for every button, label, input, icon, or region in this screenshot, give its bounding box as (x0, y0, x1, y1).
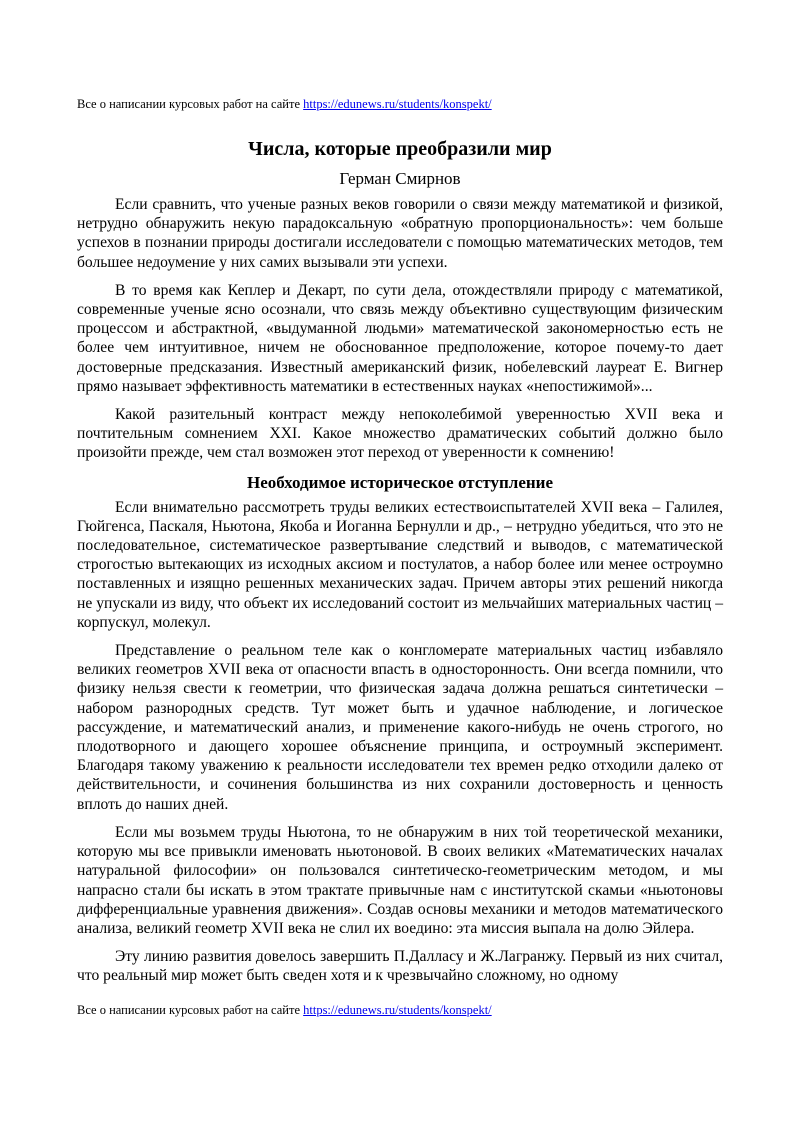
paragraph: Какой разительный контраст между непоколебимой уверенностью XVII века и почтительным сомнением XXI. Какое множество драматических событий должно было произойти прежде, чем стал возможен этот переход от уверенности к сомнению! (77, 406, 723, 462)
paragraph: Если мы возьмем труды Ньютона, то не обнаружим в них той теоретической механики, которую мы все привыкли именовать ньютоновой. В своих великих «Математических началах натуральной философии» он пользовался синтетическо-геометрическим методом, и мы напрасно стали бы искать в этом трактате привычные нам с институтской скамьи «ньютоновы дифференциальные уравнения движения». Создав основы механики и методов математического анализа, великий геометр XVII века не слил их воедино: эта миссия выпала на долю Эйлера. (77, 823, 723, 937)
header-note-text: Все о написании курсовых работ на сайте (77, 97, 304, 111)
paragraph: Если внимательно рассмотреть труды великих естествоиспытателей XVII века – Галилея, Гюйгенса, Паскаля, Ньютона, Якоба и Иоганна Бернулли и др., – нетрудно убедиться, что это не последовательное, систематическое развертывание следствий и выводов, с математической строгостью вытекающих из исходных аксиом и постулатов, а набор более или менее остроумно поставленных и изящно решенных механических задач. Причем авторы этих решений никогда не упускали из виду, что объект их исследований состоит из мельчайших материальных частиц – корпускул, молекул. (77, 498, 723, 631)
paragraph: Если сравнить, что ученые разных веков говорили о связи между математикой и физикой, нетрудно обнаружить некую парадоксальную «обратную пропорциональность»: чем больше успехов в познании природы достигали исследователи с помощью математических методов, тем большее недоумение у них самих вызывали эти успехи. (77, 196, 723, 271)
article-title: Числа, которые преобразили мир (248, 138, 552, 160)
article (77, 137, 723, 986)
section-heading: Необходимое историческое отступление (246, 472, 554, 492)
header-note (77, 97, 492, 112)
footer-link[interactable]: https://edunews.ru/students/konspekt/ (303, 1003, 492, 1017)
paragraph: В то время как Кеплер и Декарт, по сути дела, отождествляли природу с математикой, современные ученые ясно осознали, что связь между объективно существующим физическим процессом и абстрактной, «выдуманной людьми» математической закономерностью есть не более чем интуитивное, ничем не обоснованное предположение, которое почему-то дает достоверные предсказания. Известный американский физик, нобелевский лауреат Е. Вигнер прямо называет эффективность математики в естественных науках «непостижимой»... (77, 281, 723, 395)
paragraph: Эту линию развития довелось завершить П.Далласу и Ж.Лагранжу. Первый из них считал, что реальный мир может быть сведен хотя и к чрезвычайно сложному, но одному (77, 948, 723, 985)
footer-note (77, 1003, 492, 1018)
article-author: Герман Смирнов (339, 169, 461, 188)
header-link[interactable]: https://edunews.ru/students/konspekt/ (303, 97, 492, 111)
footer-note-text: Все о написании курсовых работ на сайте (77, 1003, 304, 1017)
paragraph: Представление о реальном теле как о конгломерате материальных частиц избавляло великих геометров XVII века от опасности впасть в односторонность. Они всегда помнили, что физику нельзя свести к геометрии, что физическая задача должна решаться синтетически – набором разнородных средств. Тут может быть и удачное наблюдение, и логическое рассуждение, и математический анализ, и применение какого-нибудь не очень строгого, но плодотворного и дающего хорошее объяснение принципа, и остроумный эксперимент. Благодаря такому уважению к реальности исследователи тех времен редко отходили далеко от действительности, и сочинения большинства из них сохранили достоверность и ценность вплоть до наших дней. (77, 642, 723, 813)
